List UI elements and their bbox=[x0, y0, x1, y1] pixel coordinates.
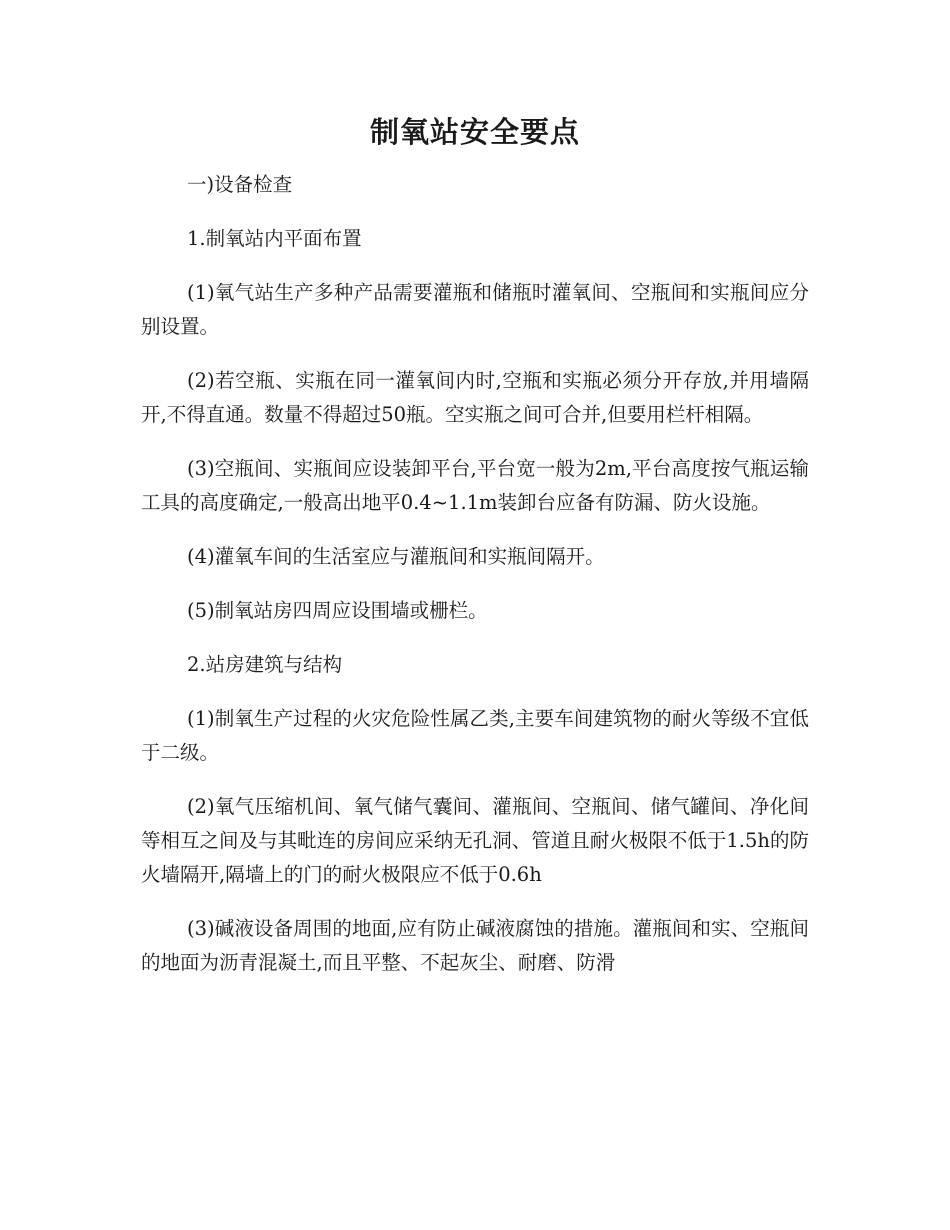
paragraph-layout-2: (2)若空瓶、实瓶在同一灌氧间内时,空瓶和实瓶必须分开存放,并用墙隔开,不得直通。数量不得超过50瓶。空实瓶之间可合并,但要用栏杆相隔。 bbox=[141, 369, 809, 426]
paragraph-building-2: (2)氧气压缩机间、氧气储气囊间、灌瓶间、空瓶间、储气罐间、净化间等相互之间及与其毗连的房间应采纳无孔洞、管道且耐火极限不低于1.5h的防火墙隔开,隔墙上的门的耐火极限应不低于0.6h bbox=[141, 795, 809, 886]
subsection-heading-building: 2.站房建筑与结构 bbox=[187, 653, 343, 676]
paragraph-building-3: (3)碱液设备周围的地面,应有防止碱液腐蚀的措施。灌瓶间和实、空瓶间的地面为沥青混凝土,而且平整、不起灰尘、耐磨、防滑 bbox=[141, 917, 809, 974]
subsection-heading-layout: 1.制氧站内平面布置 bbox=[187, 227, 362, 250]
paragraph-layout-3: (3)空瓶间、实瓶间应设装卸平台,平台宽一般为2m,平台高度按气瓶运输工具的高度确定,一般高出地平0.4~1.1m装卸台应备有防漏、防火设施。 bbox=[141, 457, 809, 514]
paragraph-layout-5: (5)制氧站房四周应设围墙或栅栏。 bbox=[187, 599, 488, 622]
paragraph-layout-4: (4)灌氧车间的生活室应与灌瓶间和实瓶间隔开。 bbox=[187, 545, 605, 568]
paragraph-layout-1: (1)氧气站生产多种产品需要灌瓶和储瓶时灌氧间、空瓶间和实瓶间应分别设置。 bbox=[141, 281, 809, 338]
document-body bbox=[141, 168, 809, 1000]
section-heading-equipment-check: 一)设备检查 bbox=[187, 173, 293, 196]
paragraph-building-1: (1)制氧生产过程的火灾危险性属乙类,主要车间建筑物的耐火等级不宜低于二级。 bbox=[141, 707, 809, 764]
document-title: 制氧站安全要点 bbox=[369, 115, 580, 149]
